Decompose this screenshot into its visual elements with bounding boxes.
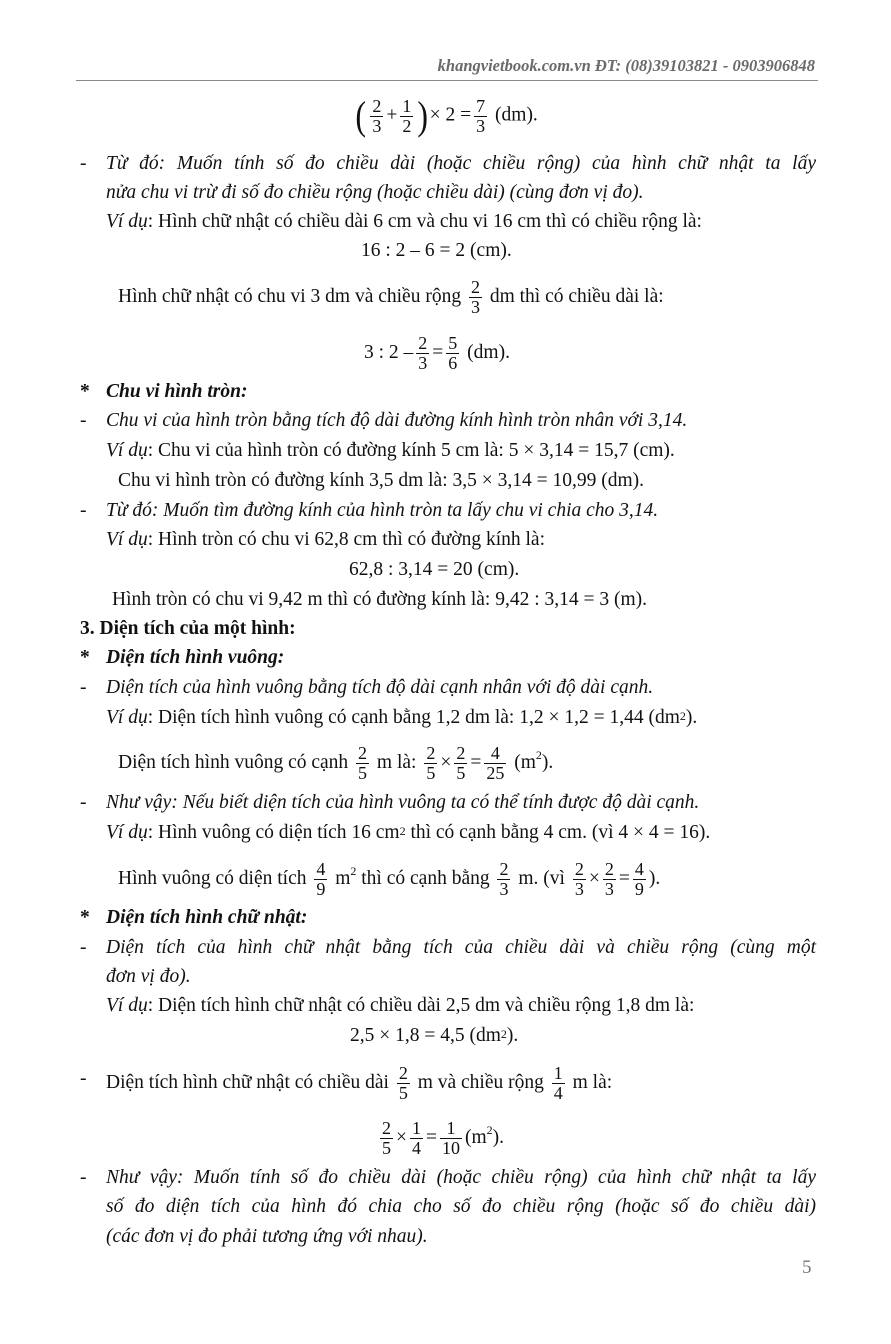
example-rect-2: Hình chữ nhật có chu vi 3 dm và chiều rộng $\frac{2}{3}$ dm thì có chiều dài là: [118,277,664,317]
para-rect-side-rule-c: (các đơn vị đo phải tương ứng với nhau). [106,1226,428,1247]
para-rect-area-rule-b: đơn vị đo). [106,966,191,987]
bullet-dash: - [80,153,87,174]
bullet-dash: - [80,410,87,431]
section-3-heading: 3. Diện tích của một hình: [80,618,296,639]
header-rule [76,80,818,81]
header-phone: ĐT: (08)39103821 - 0903906848 [594,56,815,75]
example-square-2: Diện tích hình vuông có cạnh $\frac{2}{5}$ m là: $\frac{2}{5}$ × $\frac{2}{5}$ = $\frac{4}{25}$ $(m^2)$. [118,743,554,783]
example-rect-area-1: Ví dụ: Diện tích hình chữ nhật có chiều dài 2,5 dm và chiều rộng 1,8 dm là: [106,995,695,1016]
subheading-square-area: Diện tích hình vuông: [106,647,285,668]
example-diameter-2: Hình tròn có chu vi 9,42 m thì có đường kính là: 9,42 : 3,14 = 3 (m). [112,589,648,610]
page-number: 5 [802,1257,812,1278]
formula-line-1: ( $\frac{2}{3}$ + $\frac{1}{2}$ )× 2 = $\frac{7}{3}$ (dm). [355,93,538,138]
para-diameter-rule: Từ đó: Muốn tìm đường kính của hình tròn ta lấy chu vi chia cho 3,14. [106,500,659,521]
calc-diameter-1: 62,8 : 3,14 = 20 (cm). [349,559,520,580]
bullet-star: * [80,381,90,402]
example-square-side-2: Hình vuông có diện tích $\frac{4}{9}$ $m^2$ thì có cạnh bằng $\frac{2}{3}$ m. (vì $\frac{2}{3}$ × $\frac{2}{3}$ = $\frac{4}{9}$ ). [118,859,661,899]
calc-rect-2: 3 : 2 – $\frac{2}{3}$ = $\frac{5}{6}$ (dm). [364,333,510,373]
example-square-1: Ví dụ: Diện tích hình vuông có cạnh bằng 1,2 dm là: 1,2 × 1,2 = 1,44 $(dm^2)$. [106,707,698,728]
bullet-dash: - [80,792,87,813]
para-circle-rule: Chu vi của hình tròn bằng tích độ dài đường kính hình tròn nhân với 3,14. [106,410,688,431]
para-rect-side-rule-a: Như vậy: Muốn tính số đo chiều dài (hoặc chiều rộng) của hình chữ nhật ta lấy [106,1167,816,1188]
bullet-dash: - [80,1167,87,1188]
para-square-side-rule: Như vậy: Nếu biết diện tích của hình vuông ta có thể tính được độ dài cạnh. [106,792,700,813]
example-rect-1: Ví dụ: Hình chữ nhật có chiều dài 6 cm và chu vi 16 cm thì có chiều rộng là: [106,211,702,232]
example-circle-2: Chu vi hình tròn có đường kính 3,5 dm là: 3,5 × 3,14 = 10,99 (dm). [118,470,645,491]
bullet-dash: - [80,937,87,958]
header-site: khangvietbook.com.vn [437,56,591,75]
para-rect-side-rule-b: số đo diện tích của hình đó chia cho số đo chiều rộng (hoặc số đo chiều dài) [106,1196,816,1217]
subheading-rect-area: Diện tích hình chữ nhật: [106,907,308,928]
bullet-dash: - [80,500,87,521]
bullet-star: * [80,647,90,668]
example-rect-area-2: Diện tích hình chữ nhật có chiều dài $\frac{2}{5}$ m và chiều rộng $\frac{1}{4}$ m là: [106,1063,613,1103]
para-rect-rule-b: nửa chu vi trừ đi số đo chiều rộng (hoặc chiều dài) (cùng đơn vị đo). [106,182,644,203]
para-rect-area-rule-a: Diện tích của hình chữ nhật bằng tích của chiều dài và chiều rộng (cùng một [106,937,816,958]
bullet-dash: - [80,677,87,698]
example-square-side-1: Ví dụ: Hình vuông có diện tích 16 $cm^2$ thì có cạnh bằng 4 cm. (vì 4 × 4 = 16). [106,822,711,843]
bullet-dash: - [80,1068,87,1089]
calc-rect-area-2: $\frac{2}{5}$ × $\frac{1}{4}$ = $\frac{1}{10}$ $(m^2)$. [382,1118,505,1158]
example-circle-1: Ví dụ: Chu vi của hình tròn có đường kính 5 cm là: 5 × 3,14 = 15,7 (cm). [106,440,675,461]
para-rect-rule-a: Từ đó: Muốn tính số đo chiều dài (hoặc chiều rộng) của hình chữ nhật ta lấy [106,153,816,174]
example-diameter-1: Ví dụ: Hình tròn có chu vi 62,8 cm thì có đường kính là: [106,529,546,550]
calc-rect-1: 16 : 2 – 6 = 2 (cm). [361,240,512,261]
calc-rect-area-1: 2,5 × 1,8 = 4,5 $(dm^2)$. [350,1025,519,1046]
bullet-star: * [80,907,90,928]
subheading-circle-perimeter: Chu vi hình tròn: [106,381,248,402]
page-header [0,56,815,76]
para-square-rule: Diện tích của hình vuông bằng tích độ dài cạnh nhân với độ dài cạnh. [106,677,654,698]
